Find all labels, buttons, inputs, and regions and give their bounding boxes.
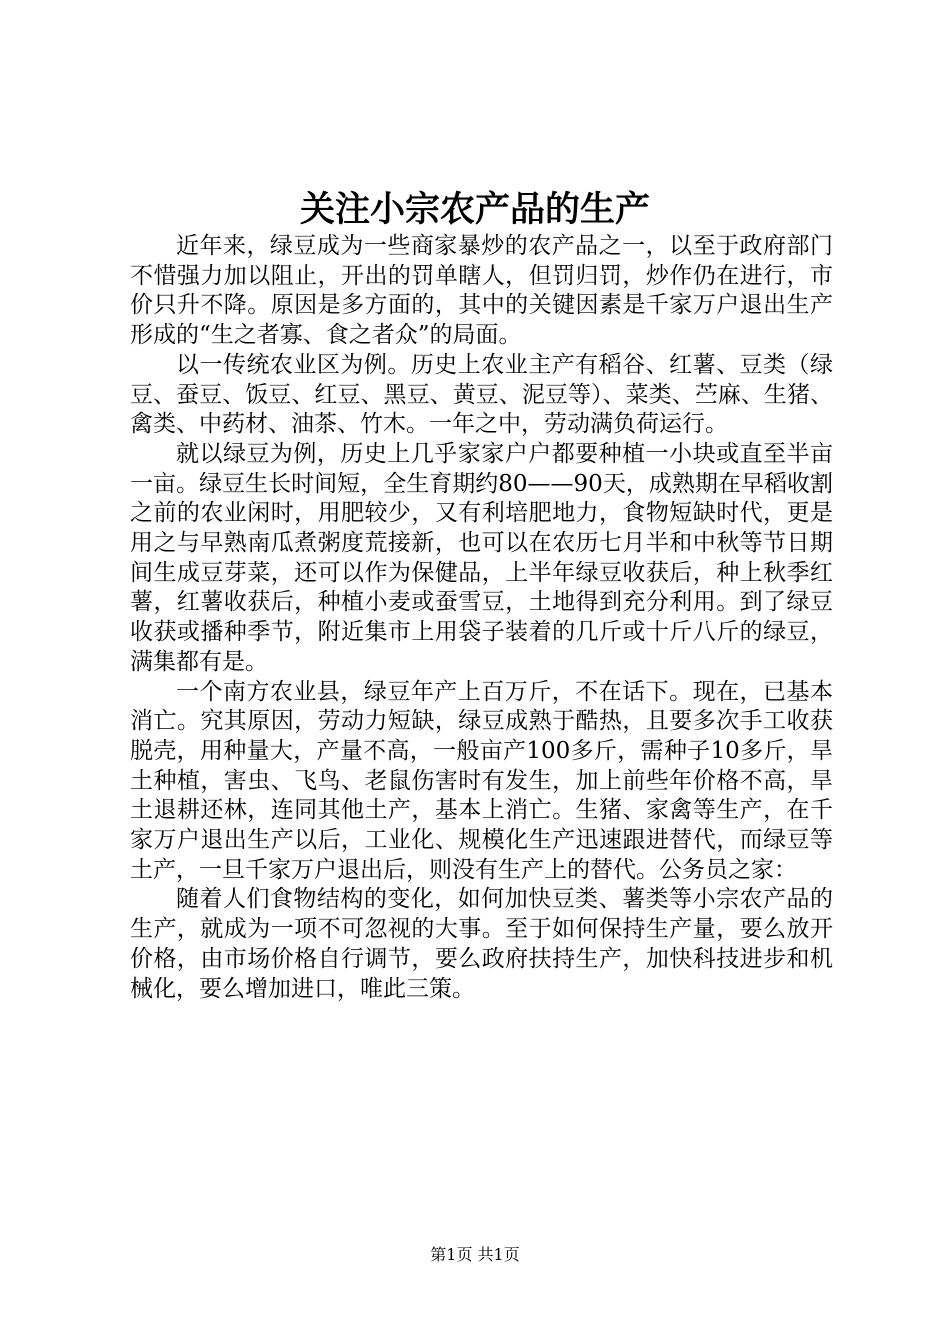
paragraph-5: 随着人们食物结构的变化，如何加快豆类、薯类等小宗农产品的生产，就成为一项不可忽视的大事。至于如何保持生产量，要么放开价格，由市场价格自行调节，要么政府扶持生产，加快科技进步和机械化，要么增加进口，唯此三策。 — [130, 886, 833, 1002]
paragraph-3: 就以绿豆为例，历史上几乎家家户户都要种植一小块或直至半亩一亩。绿豆生长时间短，全生育期约80——90天，成熟期在早稻收割之前的农业闲时，用肥较少，又有利培肥地力，食物短缺时代，更是用之与早熟南瓜煮粥度荒接新，也可以在农历七月半和中秋等节日期间生成豆芽菜，还可以作为保健品，上半年绿豆收获后，种上秋季红薯，红薯收获后，种植小麦或蚕雪豆，土地得到充分利用。到了绿豆收获或播种季节，附近集市上用袋子装着的几斤或十斤八斤的绿豆，满集都有是。 — [130, 440, 833, 675]
document-body — [130, 232, 833, 1004]
document-title: 关注小宗农产品的生产 — [299, 189, 650, 230]
page-footer — [0, 1244, 950, 1266]
page-total: 共1页 — [477, 1245, 520, 1264]
paragraph-1: 近年来，绿豆成为一些商家暴炒的农产品之一，以至于政府部门不惜强力加以阻止，开出的罚单瞎人，但罚归罚，炒作仍在进行，市价只升不降。原因是多方面的，其中的关键因素是千家万户退出生产形成的“生之者寡、食之者众”的局面。 — [130, 233, 833, 349]
paragraph-4: 一个南方农业县，绿豆年产上百万斤，不在话下。现在，已基本消亡。究其原因，劳动力短缺，绿豆成熟于酷热，且要多次手工收获脱壳，用种量大，产量不高，一般亩产100多斤，需种子10多斤，旱土种植，害虫、飞鸟、老鼠伤害时有发生，加上前些年价格不高，旱土退耕还林，连同其他土产，基本上消亡。生猪、家禽等生产，在千家万户退出生产以后，工业化、规模化生产迅速跟进替代，而绿豆等土产，一旦千家万户退出后，则没有生产上的替代。公务员之家： — [130, 678, 833, 883]
page-number: 第1页 — [430, 1245, 473, 1264]
paragraph-2: 以一传统农业区为例。历史上农业主产有稻谷、红薯、豆类（绿豆、蚕豆、饭豆、红豆、黑豆、黄豆、泥豆等）、菜类、苎麻、生猪、禽类、中药材、油茶、竹木。一年之中，劳动满负荷运行。 — [130, 351, 833, 438]
